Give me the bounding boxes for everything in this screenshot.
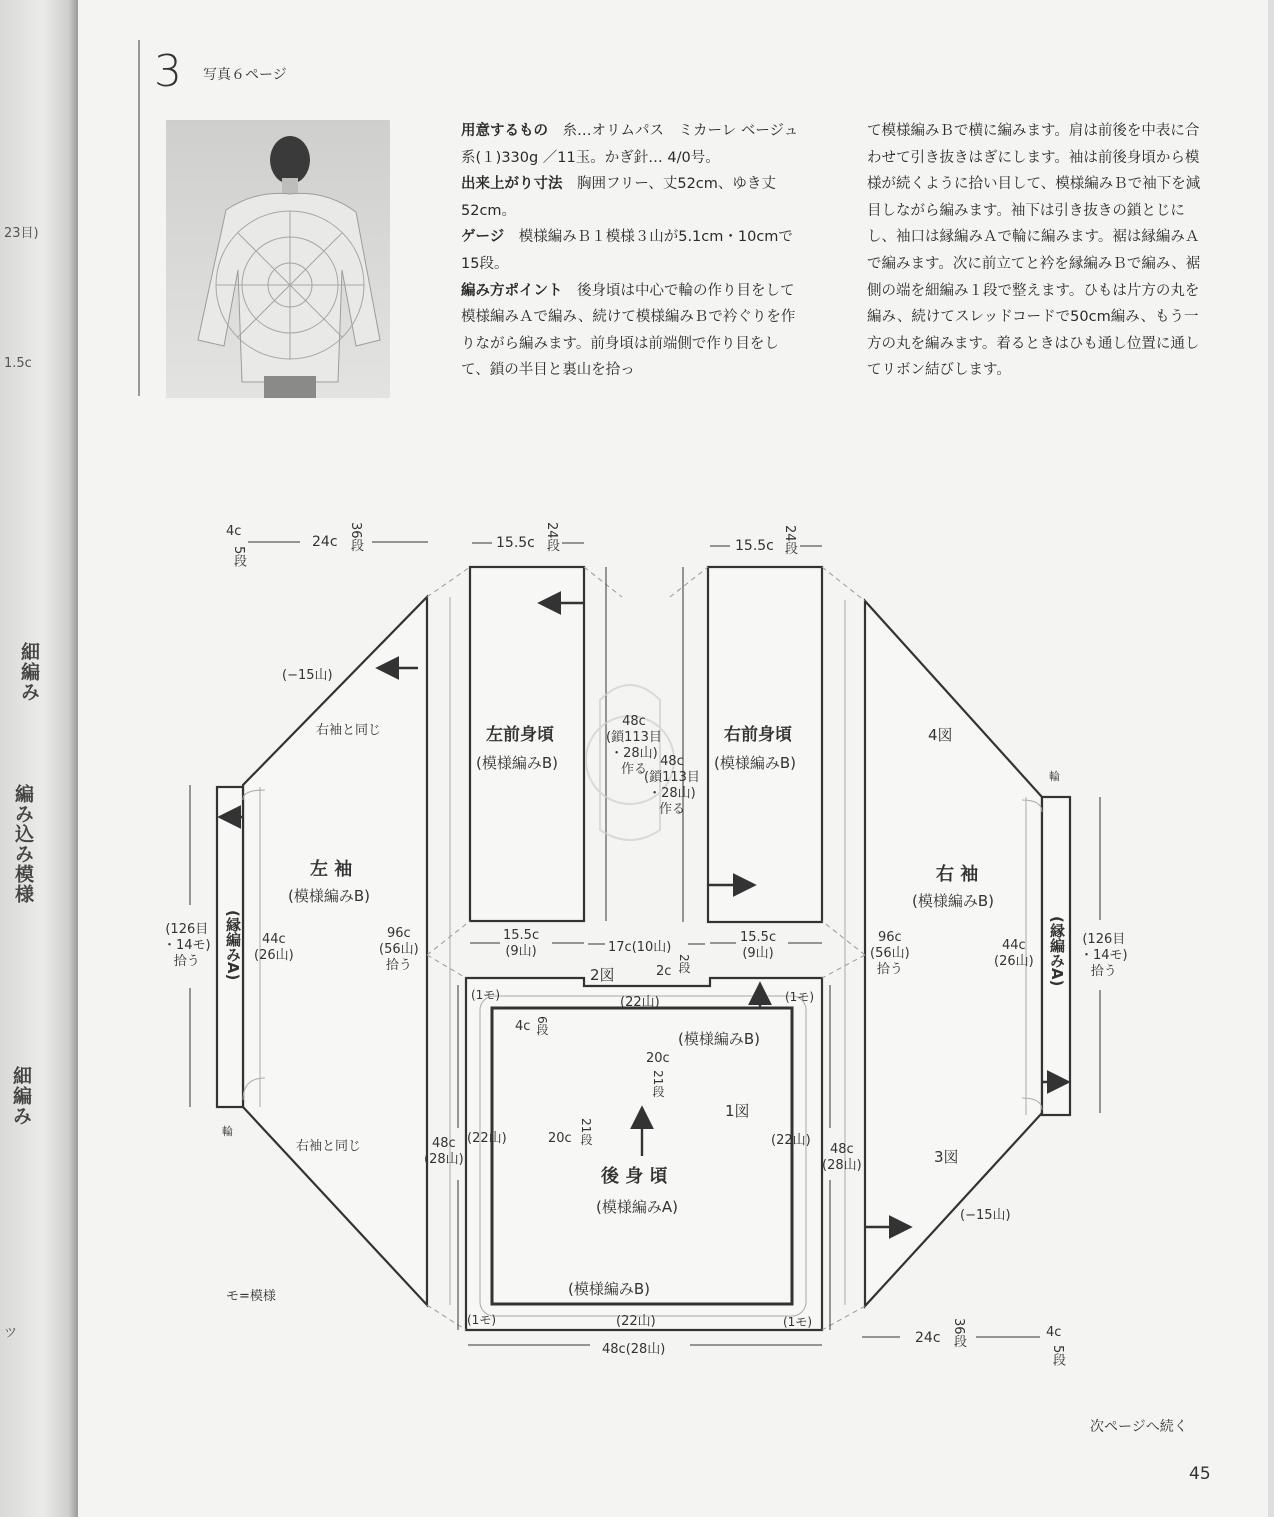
- right-cuff-label: (縁編みA): [1048, 916, 1066, 987]
- left-sleeve-title: 左 袖: [310, 859, 353, 880]
- right-sleeve-side-mountains: (56山): [870, 946, 910, 961]
- right-sleeve-side-pick: 拾う: [876, 962, 903, 977]
- back-pattern: (模様編みA): [596, 1198, 678, 1216]
- back-border-rows: 6段: [535, 1016, 549, 1036]
- left-front-title: 左前身頃: [486, 725, 554, 745]
- left-sleeve-side-cm: 96c: [386, 926, 411, 941]
- page-number: 45: [1189, 1464, 1211, 1484]
- gutter-label-rows: 23目): [4, 226, 39, 241]
- right-sleeve-pattern: (模様編みB): [912, 892, 994, 910]
- left-cuff-size-note: [254, 932, 294, 964]
- neck-depth: 2c: [656, 964, 672, 979]
- back-border-width: 4c: [515, 1019, 531, 1034]
- gutter-vertical-label-2: 編み込み模様: [12, 784, 34, 904]
- dim-bottom-right-rows: 5段: [1050, 1345, 1065, 1367]
- back-left-side-cm: 48c: [431, 1136, 456, 1151]
- right-cuff-pick-stitches: (126目: [1082, 932, 1126, 947]
- finished-size-text: 胸囲フリー、丈52cm、ゆき丈52cm。: [461, 176, 776, 219]
- right-front-height-note: [644, 754, 700, 818]
- neck-width: 17c(10山): [608, 940, 672, 955]
- fig-3-label: 3図: [934, 1148, 959, 1166]
- right-front-height-stitches: (鎖113目: [644, 770, 700, 785]
- method-text: 後身頃は中心で輪の作り目をして模様編みＡで編み、続けて模様編みＢで衿ぐりを作りながら編みます。前身頃は前端側で作り目をして、鎖の半目と裏山を拾っ: [461, 282, 796, 379]
- dim-left-front-width: 15.5c: [496, 535, 535, 551]
- gutter-vertical-label-1: 細編み: [18, 642, 40, 702]
- back-corner-top-right: (1モ): [785, 990, 814, 1004]
- dim-top-sleeve-rows: 36段: [348, 522, 363, 552]
- left-cuff-cm: 44c: [261, 932, 286, 947]
- back-center-height-rows: 21段: [651, 1070, 665, 1098]
- right-front-bottom-mountains: (9山): [742, 946, 774, 961]
- left-sleeve-side-mountains: (56山): [379, 942, 419, 957]
- right-front-height-make: 作る: [658, 802, 685, 817]
- left-cuff-pick-action: 拾う: [173, 954, 200, 969]
- back-right-side-note: [822, 1142, 862, 1174]
- right-front-title: 右前身頃: [724, 725, 792, 745]
- gutter-vertical-label-3: 細編み: [10, 1066, 32, 1126]
- right-sleeve-decrease: (−15山): [960, 1208, 1011, 1223]
- photo-reference: 写真６ページ: [203, 67, 287, 83]
- left-front-pattern: (模様編みB): [476, 754, 558, 772]
- back-left-side-mountains: (28山): [424, 1152, 464, 1167]
- dim-right-front-rows: 24段: [782, 525, 797, 555]
- pattern-number: 3: [154, 46, 182, 97]
- back-title: 後 身 頃: [601, 1166, 668, 1187]
- right-front-pattern: (模様編みB): [714, 754, 796, 772]
- left-front-bottom-width: 15.5c: [503, 928, 540, 943]
- left-cuff-pick-note: [163, 922, 211, 970]
- method-continued-text: て模様編みＢで横に編みます。肩は前後を中表に合わせて引き抜きはぎにします。袖は前後身頃から模様が続くように拾い目して、模様編みＢで袖下を減目しながら編みます。袖下は引き抜きの鎖とじにし、袖口は縁編みＡで輪に編みます。裾は縁編みＡで編みます。次に前立てと衿を縁編みＢで編み、裾側の端を細編み１段で整えます。ひもは片方の丸を編み、続けてスレッドコードで50cm編み、もう一方の丸を編みます。着るときはひも通し位置に通してリボン結びします。: [867, 123, 1201, 379]
- left-ring-label: 輪: [222, 1125, 233, 1138]
- back-bottom-total: 48c(28山): [602, 1342, 666, 1357]
- left-front-bottom-note: [503, 928, 539, 960]
- left-front-height-mountains: ・28山): [610, 746, 658, 761]
- right-ring-label: 輪: [1049, 770, 1060, 783]
- right-cuff-pick-action: 拾う: [1090, 964, 1117, 979]
- right-cuff-pick-note: [1080, 932, 1128, 980]
- left-front-height-stitches: (鎖113目: [606, 730, 662, 745]
- left-sleeve-same-as-right-top: 右袖と同じ: [316, 723, 382, 738]
- back-right-side-cm: 48c: [829, 1142, 854, 1157]
- right-front-height-cm: 48c: [660, 754, 684, 769]
- dim-bottom-sleeve-rows: 36段: [951, 1318, 966, 1348]
- back-center-width: 20c: [548, 1131, 572, 1146]
- left-cuff-pick-motifs: ・14モ): [163, 938, 211, 953]
- back-corner-bottom-left: (1モ): [467, 1313, 496, 1327]
- back-bottom-mountains: (22山): [616, 1314, 656, 1329]
- dim-top-left-width: 4c: [226, 524, 242, 539]
- gutter-label-fragment: ツ: [4, 1326, 18, 1341]
- back-corner-top-left: (1モ): [471, 988, 500, 1002]
- right-front-bottom-width: 15.5c: [740, 930, 777, 945]
- back-corner-bottom-right: (1モ): [783, 1315, 812, 1329]
- left-front-height-cm: 48c: [622, 714, 646, 729]
- back-right-mountains: (22山): [771, 1133, 811, 1148]
- left-sleeve-side-pick: 拾う: [385, 958, 412, 973]
- back-center-width-rows: 21段: [579, 1118, 593, 1146]
- back-left-mountains: (22山): [467, 1131, 507, 1146]
- materials-text: 糸…オリムパス ミカーレ ベージュ系(１)330g ／11玉。かぎ針… 4/0号。: [461, 123, 799, 166]
- left-sleeve-decrease: (−15山): [282, 668, 333, 683]
- left-front-height-make: 作る: [620, 762, 647, 777]
- back-border-pattern-top: (模様編みB): [678, 1030, 760, 1048]
- back-center-height: 20c: [646, 1051, 670, 1066]
- back-border-pattern-bottom: (模様編みB): [568, 1280, 650, 1298]
- materials-heading: 用意するもの: [461, 123, 548, 139]
- continued-next-page: 次ページへ続く: [1090, 1419, 1188, 1435]
- back-top-mountains: (22山): [620, 995, 660, 1010]
- right-cuff-pick-motifs: ・14モ): [1080, 948, 1128, 963]
- right-cuff-size-note: [994, 938, 1034, 970]
- legend-motif: モ=模様: [226, 1289, 276, 1304]
- left-cuff-label: (縁編みA): [224, 910, 242, 981]
- dim-right-front-width: 15.5c: [735, 538, 774, 554]
- dim-left-front-rows: 24段: [544, 522, 559, 552]
- right-cuff-cm: 44c: [1001, 938, 1026, 953]
- back-right-side-mountains: (28山): [822, 1158, 862, 1173]
- left-sleeve-same-as-right-bottom: 右袖と同じ: [296, 1139, 362, 1154]
- neck-rows: 2段: [677, 954, 691, 974]
- left-cuff-pick-stitches: (126目: [165, 922, 209, 937]
- finished-size-heading: 出来上がり寸法: [461, 176, 563, 193]
- right-sleeve-title: 右 袖: [936, 864, 979, 885]
- gutter-label-width: 1.5c: [4, 356, 32, 371]
- method-heading: 編み方ポイント: [461, 282, 563, 299]
- dim-bottom-sleeve-width: 24c: [915, 1330, 941, 1346]
- gauge-heading: ゲージ: [461, 229, 505, 246]
- gauge-text: 模様編みＢ１模様３山が5.1cm・10cmで15段。: [461, 229, 793, 272]
- left-sleeve-side-note: [379, 926, 419, 974]
- left-sleeve-pattern: (模様編みB): [288, 887, 370, 905]
- fig-1-label: 1図: [725, 1102, 750, 1120]
- dim-top-left-rows: 5段: [231, 546, 246, 568]
- right-sleeve-side-note: [870, 930, 910, 978]
- right-front-bottom-note: [740, 930, 776, 962]
- fig-4-label: 4図: [928, 726, 953, 744]
- back-left-side-note: [424, 1136, 464, 1168]
- right-cuff-mountains: (26山): [994, 954, 1034, 969]
- dim-top-sleeve-width: 24c: [312, 534, 338, 550]
- fig-2-label: 2図: [590, 966, 615, 984]
- left-cuff-mountains: (26山): [254, 948, 294, 963]
- left-front-bottom-mountains: (9山): [505, 944, 537, 959]
- right-front-height-mountains: ・28山): [648, 786, 696, 801]
- right-sleeve-side-cm: 96c: [877, 930, 902, 945]
- dim-bottom-right-width: 4c: [1046, 1325, 1062, 1340]
